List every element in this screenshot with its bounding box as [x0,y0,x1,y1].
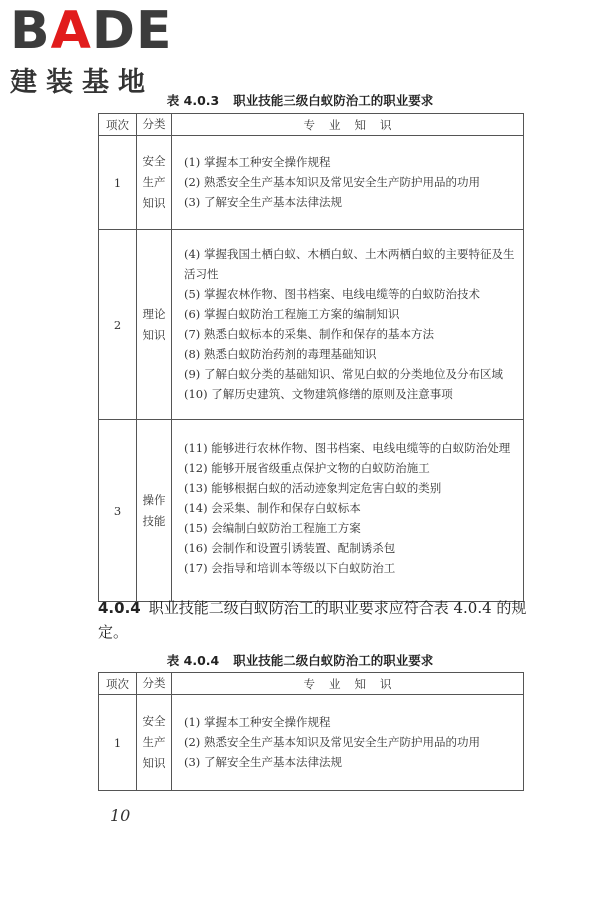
table-caption-4-0-3: 表 4.0.3 职业技能三级白蚁防治工的职业要求 [166,93,434,108]
knowledge-item: (2) 熟悉安全生产基本知识及常见安全生产防护用品的功用 [184,174,480,189]
row-number: 2 [99,230,137,420]
knowledge-item: (17) 会指导和培训本等级以下白蚁防治工 [184,561,396,575]
table-header-row [99,673,524,695]
knowledge-item: (1) 掌握本工种安全操作规程 [184,154,331,169]
clause-text: 职业技能二级白蚁防治工的职业要求应符合表 4.0.4 的规定。 [98,599,527,641]
knowledge-item: (9) 了解白蚁分类的基础知识、常见白蚁的分类地位及分布区域 [184,367,503,381]
row-category: 安全 生产 知识 [137,136,172,230]
knowledge-item: (3) 了解安全生产基本法律法规 [184,194,342,209]
knowledge-item: (15) 会编制白蚁防治工程施工方案 [184,521,361,535]
table-row [99,695,524,791]
row-number: 3 [99,420,137,602]
row-knowledge [172,420,524,602]
table-row [99,420,524,602]
row-category: 操作 技能 [137,420,172,602]
header-item-no: 项次 [99,673,137,695]
knowledge-item: (3) 了解安全生产基本法律法规 [184,754,342,769]
table-4-0-3 [98,113,524,602]
knowledge-item: (5) 掌握农林作物、图书档案、电线电缆等的白蚁防治技术 [184,287,480,301]
knowledge-item: (14) 会采集、制作和保存白蚁标本 [184,501,361,515]
knowledge-item: (6) 掌握白蚁防治工程施工方案的编制知识 [184,307,400,321]
logo-subtitle: 建装基地 [10,67,154,98]
row-category: 理论 知识 [137,230,172,420]
knowledge-item: (11) 能够进行农林作物、图书档案、电线电缆等的白蚁防治处理 [184,441,511,455]
table-4-0-4 [98,672,524,791]
knowledge-item: (4) 掌握我国土栖白蚁、木栖白蚁、土木两栖白蚁的主要特征及生活习性 [184,247,515,281]
row-number: 1 [99,136,137,230]
header-knowledge: 专业知识 [172,673,524,695]
table-header-row [99,114,524,136]
knowledge-item: (13) 能够根据白蚁的活动迹象判定危害白蚁的类别 [184,481,442,495]
table-row [99,136,524,230]
knowledge-item: (16) 会制作和设置引诱装置、配制诱杀包 [184,541,396,555]
header-item-no: 项次 [99,114,137,136]
row-knowledge [172,230,524,420]
header-category: 分类 [137,114,172,136]
knowledge-item: (12) 能够开展省级重点保护文物的白蚁防治施工 [184,461,430,475]
site-logo [10,1,180,99]
knowledge-item: (10) 了解历史建筑、文物建筑修缮的原则及注意事项 [184,387,453,401]
table-row [99,230,524,420]
header-category: 分类 [137,673,172,695]
page-number: 10 [110,806,131,825]
knowledge-item: (8) 熟悉白蚁防治药剂的毒理基础知识 [184,347,377,361]
header-knowledge: 专业知识 [172,114,524,136]
row-category: 安全 生产 知识 [137,695,172,791]
logo-wordmark: BADE [10,1,173,61]
knowledge-item: (1) 掌握本工种安全操作规程 [184,714,331,729]
clause-4-0-4 [98,596,538,644]
row-knowledge [172,136,524,230]
row-knowledge [172,695,524,791]
row-number: 1 [99,695,137,791]
table-caption-4-0-4: 表 4.0.4 职业技能二级白蚁防治工的职业要求 [166,653,434,668]
clause-number: 4.0.4 [98,599,141,617]
knowledge-item: (2) 熟悉安全生产基本知识及常见安全生产防护用品的功用 [184,734,480,749]
knowledge-item: (7) 熟悉白蚁标本的采集、制作和保存的基本方法 [184,327,434,341]
